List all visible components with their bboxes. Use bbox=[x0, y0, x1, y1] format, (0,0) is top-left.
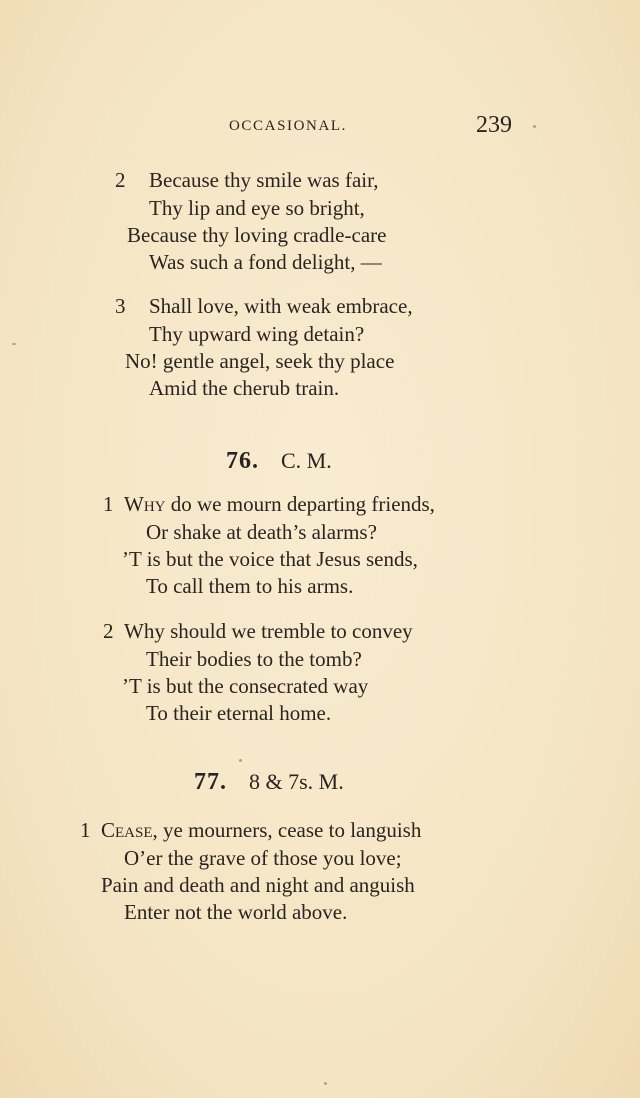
stanza-number: 1 bbox=[103, 492, 114, 516]
verse-line: O’er the grave of those you love; bbox=[124, 846, 402, 870]
stanza-number: 1 bbox=[80, 818, 91, 842]
verse-line: Amid the cherub train. bbox=[149, 376, 340, 400]
verse-line: Their bodies to the tomb? bbox=[146, 647, 362, 671]
hymn-76-heading bbox=[226, 448, 332, 475]
verse-line: Because thy loving cradle-care bbox=[127, 223, 387, 247]
verse-line: Shall love, with weak embrace, bbox=[149, 294, 413, 318]
verse-line: Or shake at death’s alarms? bbox=[146, 520, 377, 544]
verse-line: ’T is but the voice that Jesus sends, bbox=[122, 547, 418, 571]
hymn-meter: 8 & 7s. M. bbox=[249, 769, 344, 794]
first-word: Cease, bbox=[101, 818, 158, 842]
paper-speck bbox=[239, 759, 242, 762]
paper-speck bbox=[324, 1082, 327, 1085]
running-title: OCCASIONAL. bbox=[229, 118, 348, 134]
page-number: 239 bbox=[476, 112, 512, 138]
verse-line: To their eternal home. bbox=[146, 701, 332, 725]
hymn-77-heading bbox=[194, 769, 344, 796]
verse-line: Thy upward wing detain? bbox=[149, 322, 365, 346]
verse-line: Was such a fond delight, — bbox=[149, 250, 382, 274]
verse-line: No! gentle angel, seek thy place bbox=[125, 349, 395, 373]
first-line-rest: do we mourn departing friends, bbox=[165, 492, 435, 516]
paper-speck bbox=[533, 125, 536, 128]
stanza-number: 3 bbox=[115, 294, 126, 318]
stanza-number: 2 bbox=[103, 619, 114, 643]
verse-line: Enter not the world above. bbox=[124, 900, 348, 924]
verse-line: Pain and death and night and anguish bbox=[101, 873, 415, 897]
verse-line: Thy lip and eye so bright, bbox=[149, 196, 365, 220]
hymn-number: 76. bbox=[226, 448, 259, 474]
paper-speck bbox=[12, 343, 16, 345]
stanza-number: 2 bbox=[115, 168, 126, 192]
hymn-meter: C. M. bbox=[281, 448, 332, 473]
first-word: Why bbox=[124, 492, 166, 516]
verse-line bbox=[101, 818, 421, 842]
hymn-number: 77. bbox=[194, 769, 227, 795]
verse-line: To call them to his arms. bbox=[146, 574, 354, 598]
verse-line: ’T is but the consecrated way bbox=[122, 674, 369, 698]
first-line-rest: ye mourners, cease to languish bbox=[157, 818, 422, 842]
verse-line: Why should we tremble to convey bbox=[124, 619, 413, 643]
verse-line: Because thy smile was fair, bbox=[149, 168, 379, 192]
verse-line bbox=[124, 492, 435, 516]
